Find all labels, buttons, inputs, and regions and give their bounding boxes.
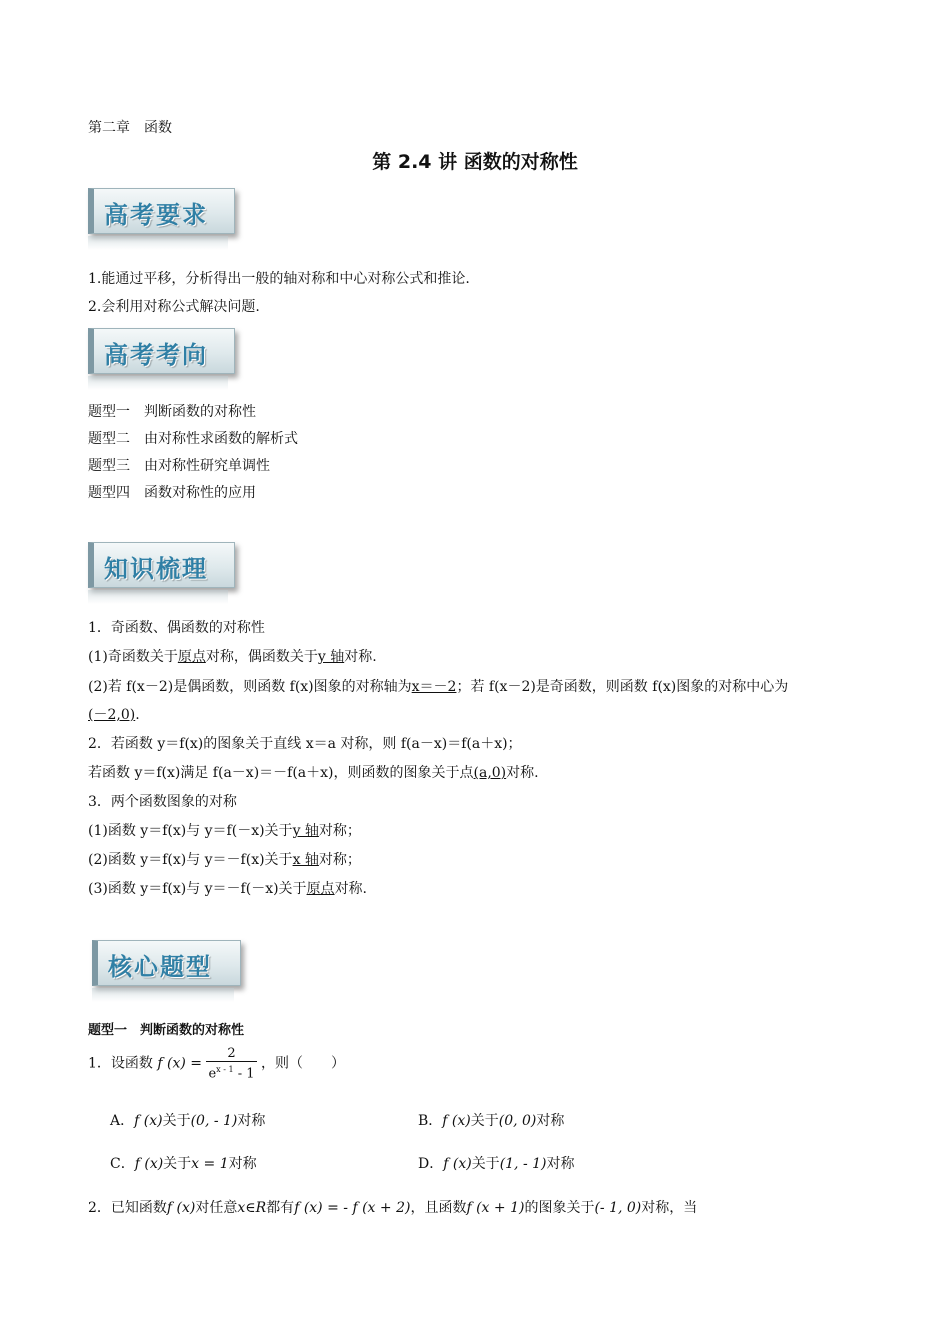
knowledge-1-2-cont: (－2,0). — [88, 707, 140, 723]
banner-reflection — [92, 988, 234, 1002]
answer-x-axis: x 轴 — [292, 852, 319, 868]
requirement-2: 2.会利用对称公式解决问题. — [88, 299, 260, 315]
chapter-label: 第二章 函数 — [88, 120, 172, 136]
banner-core — [92, 940, 241, 986]
knowledge-2: 2．若函数 y＝f(x)的图象关于直线 x＝a 对称，则 f(a－x)＝f(a＋x)； — [88, 736, 522, 752]
answer-center: (－2,0) — [88, 707, 136, 723]
banner-directions — [88, 328, 235, 374]
banner-requirements — [88, 188, 235, 234]
knowledge-1-2: (2)若 f(x－2)是偶函数，则函数 f(x)图象的对称轴为x＝－2；若 f(x－2)是奇函数，则函数 f(x)图象的对称中心为 — [88, 679, 789, 695]
option-b[interactable]: B．f (x)关于(0, 0)对称 — [418, 1113, 565, 1129]
answer-y-axis-2: y 轴 — [292, 823, 319, 839]
section-heading: 题型一 判断函数的对称性 — [88, 1023, 245, 1038]
page-title: 第 2.4 讲 函数的对称性 — [372, 151, 578, 173]
banner-reflection — [88, 590, 228, 604]
answer-point: (a,0) — [473, 765, 507, 781]
answer-origin-2: 原点 — [306, 881, 335, 897]
q1-function: f (x) = — [157, 1055, 203, 1072]
banner-core-label: 核心题型 — [108, 952, 212, 981]
knowledge-3-2: (2)函数 y＝f(x)与 y＝－f(x)关于x 轴对称； — [88, 852, 361, 868]
option-d[interactable]: D．f (x)关于(1, - 1)对称 — [418, 1156, 575, 1172]
knowledge-1-1: (1)奇函数关于原点对称，偶函数关于y 轴对称. — [88, 649, 377, 665]
banner-knowledge — [88, 542, 235, 588]
question-type-4: 题型四 函数对称性的应用 — [88, 485, 256, 501]
option-c[interactable]: C．f (x)关于x = 1对称 — [110, 1156, 257, 1172]
answer-y-axis: y 轴 — [317, 649, 345, 665]
answer-origin: 原点 — [177, 649, 206, 665]
knowledge-3-3: (3)函数 y＝f(x)与 y＝－f(－x)关于原点对称. — [88, 881, 368, 897]
knowledge-2-b: 若函数 y＝f(x)满足 f(a－x)＝－f(a＋x)，则函数的图象关于点(a,0)对称. — [88, 765, 539, 781]
question-type-1: 题型一 判断函数的对称性 — [88, 404, 256, 420]
option-a[interactable]: A．f (x)关于(0, - 1)对称 — [110, 1113, 266, 1129]
banner-reflection — [88, 376, 228, 390]
banner-reflection — [88, 236, 228, 250]
knowledge-1: 1．奇函数、偶函数的对称性 — [88, 620, 265, 636]
banner-requirements-label: 高考要求 — [104, 200, 208, 229]
banner-directions-label: 高考考向 — [104, 340, 208, 369]
question-type-2: 题型二 由对称性求函数的解析式 — [88, 431, 298, 447]
q1-fraction: $\frac{2}{e^{x - 1} - 1}$ — [208, 1046, 255, 1082]
knowledge-3-1: (1)函数 y＝f(x)与 y＝f(－x)关于y 轴对称； — [88, 823, 361, 839]
banner-knowledge-label: 知识梳理 — [104, 554, 208, 583]
requirement-1: 1.能通过平移，分析得出一般的轴对称和中心对称公式和推论. — [88, 271, 470, 287]
question-1: 1．设函数 f (x) = $\frac{2}{e^{x - 1} - 1}$ ，则（ ） — [88, 1046, 345, 1082]
knowledge-3: 3．两个函数图象的对称 — [88, 794, 237, 810]
answer-axis: x＝－2 — [411, 679, 457, 695]
question-2: 2．已知函数f (x)对任意x∈R都有f (x) = - f (x + 2)，且函数f (x + 1)的图象关于(- 1, 0)对称，当 — [88, 1200, 698, 1216]
question-type-3: 题型三 由对称性研究单调性 — [88, 458, 270, 474]
